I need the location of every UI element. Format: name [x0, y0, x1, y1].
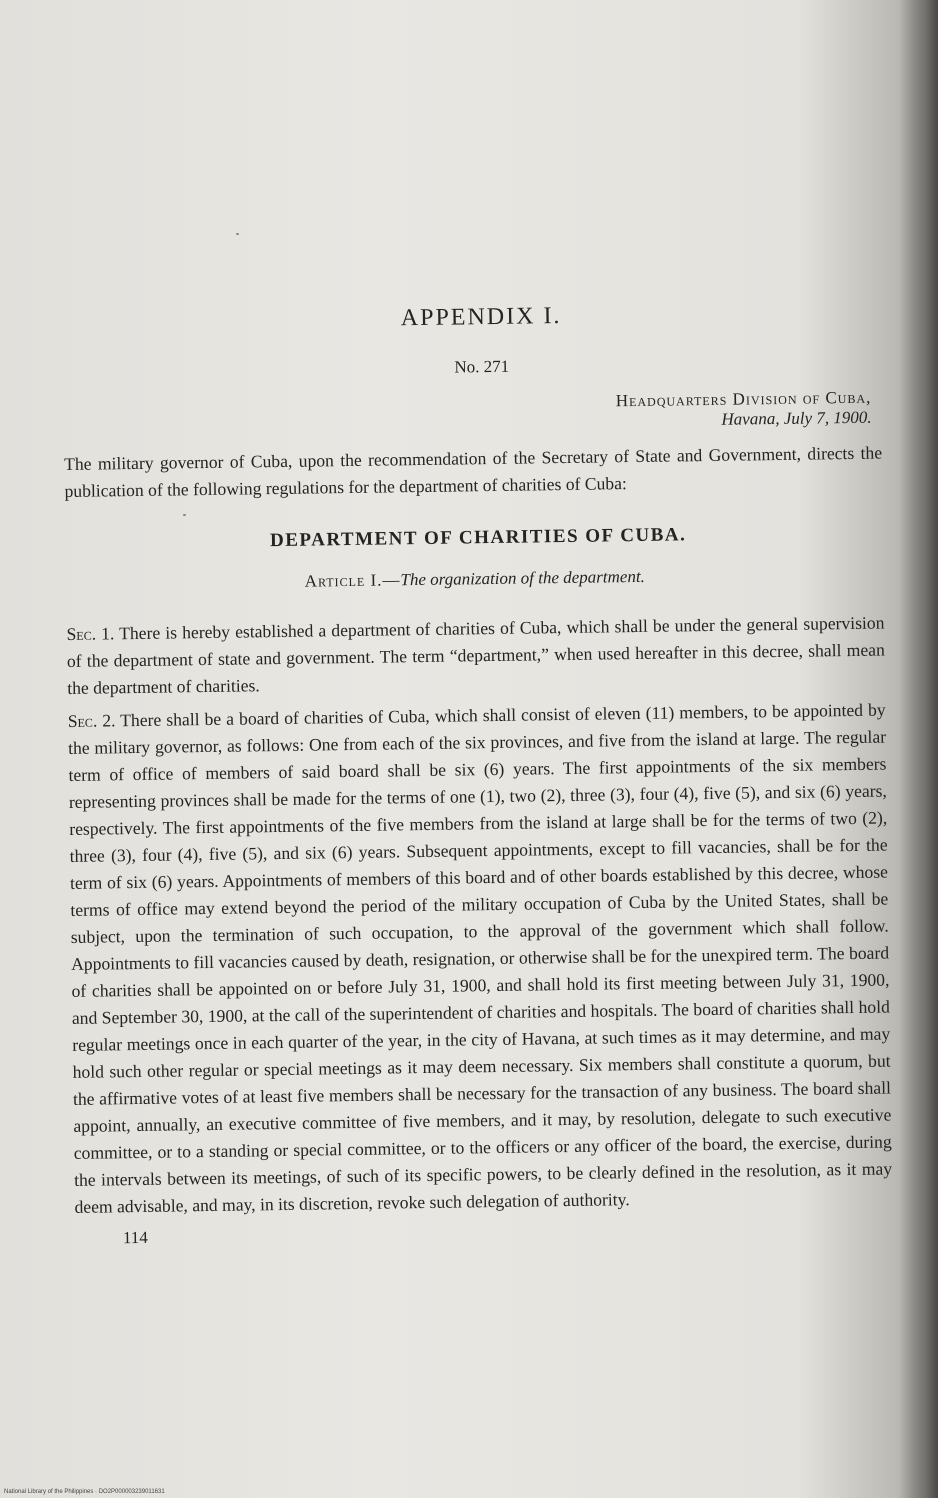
- place-date-line: Havana, July 7, 1900.: [721, 407, 872, 429]
- page-content: [62, 299, 893, 1249]
- article-label: Article I.—: [304, 570, 401, 591]
- page-spine-shadow: [898, 0, 938, 1498]
- intro-paragraph: The military governor of Cuba, upon the recommendation of the Secretary of State and Government, directs the publication of the following regulations for the department of charities of Cuba:: [64, 442, 883, 501]
- section-text: There shall be a board of charities of Cuba, which shall consist of eleven (11) members, to be appointed by the military governor, as follows: One from each of the six provinces, and five from the island at large. The regular term of office of members of said board shall be six (6) years. The first appointments of the six members representing provinces shall be made for the terms of one (1), two (2), three (3), four (4), five (5), and six (6) years, respectively. The first appointments of the five members from the island at large shall be for the terms of two (2), three (3), four (4), five (5), and six (6) years. Subsequent appointments, except to fill vacancies, shall be for the term of six (6) years. Appointments of members of this board and of other boards established by this decree, whose terms of office may extend beyond the period of the military occupation of Cuba by the United States, shall be subject, upon the termination of such occupation, to the approval of the government which shall follow. Appointments to fill vacancies caused by death, resignation, or otherwise shall be for the unexpired term. The board of charities shall be appointed on or before July 31, 1900, and shall hold its first meeting between July 31, 1900, and September 30, 1900, at the call of the superintendent of charities and hospitals. The board of charities shall hold regular meetings once in each quarter of the year, in the city of Havana, at such times as it may determine, and may hold such other regular or special meetings as it may deem necessary. Six members shall constitute a quorum, but the affirmative votes of at least five members shall be necessary for the transaction of any business. The board shall appoint, annually, an executive committee of five members, and it may, by resolution, delegate to such executive committee, or to a standing or special committee, or to the officers or any officer of the board, the exercise, during the intervals between its meetings, of such of its specific powers, to be clearly defined in the resolution, as it may deem advisable, and may, in its discretion, revoke such delegation of authority.: [67, 699, 893, 1217]
- article-heading: [66, 564, 884, 595]
- scan-footer: National Library of the Philippines · DO2P000003239011631: [4, 1489, 165, 1495]
- document-number: No. 271: [454, 356, 510, 377]
- department-heading: DEPARTMENT OF CHARITIES OF CUBA.: [269, 524, 687, 552]
- section-label: Sec. 1.: [66, 623, 115, 644]
- page-number: 114: [122, 1227, 148, 1248]
- section-1-paragraph: [66, 610, 885, 702]
- headquarters-line: Headquarters Division of Cuba,: [615, 387, 872, 411]
- section-text: There is hereby established a department of charities of Cuba, which shall be under the general supervision of the department of state and government. The term “department,” when used hereafter in this decree, shall mean the department of charities.: [66, 612, 885, 698]
- section-label: Sec. 2.: [67, 710, 116, 731]
- appendix-title: APPENDIX I.: [400, 303, 562, 332]
- ink-speck: [236, 233, 239, 235]
- section-2-paragraph: [68, 697, 893, 1221]
- article-name: The organization of the department.: [400, 566, 645, 590]
